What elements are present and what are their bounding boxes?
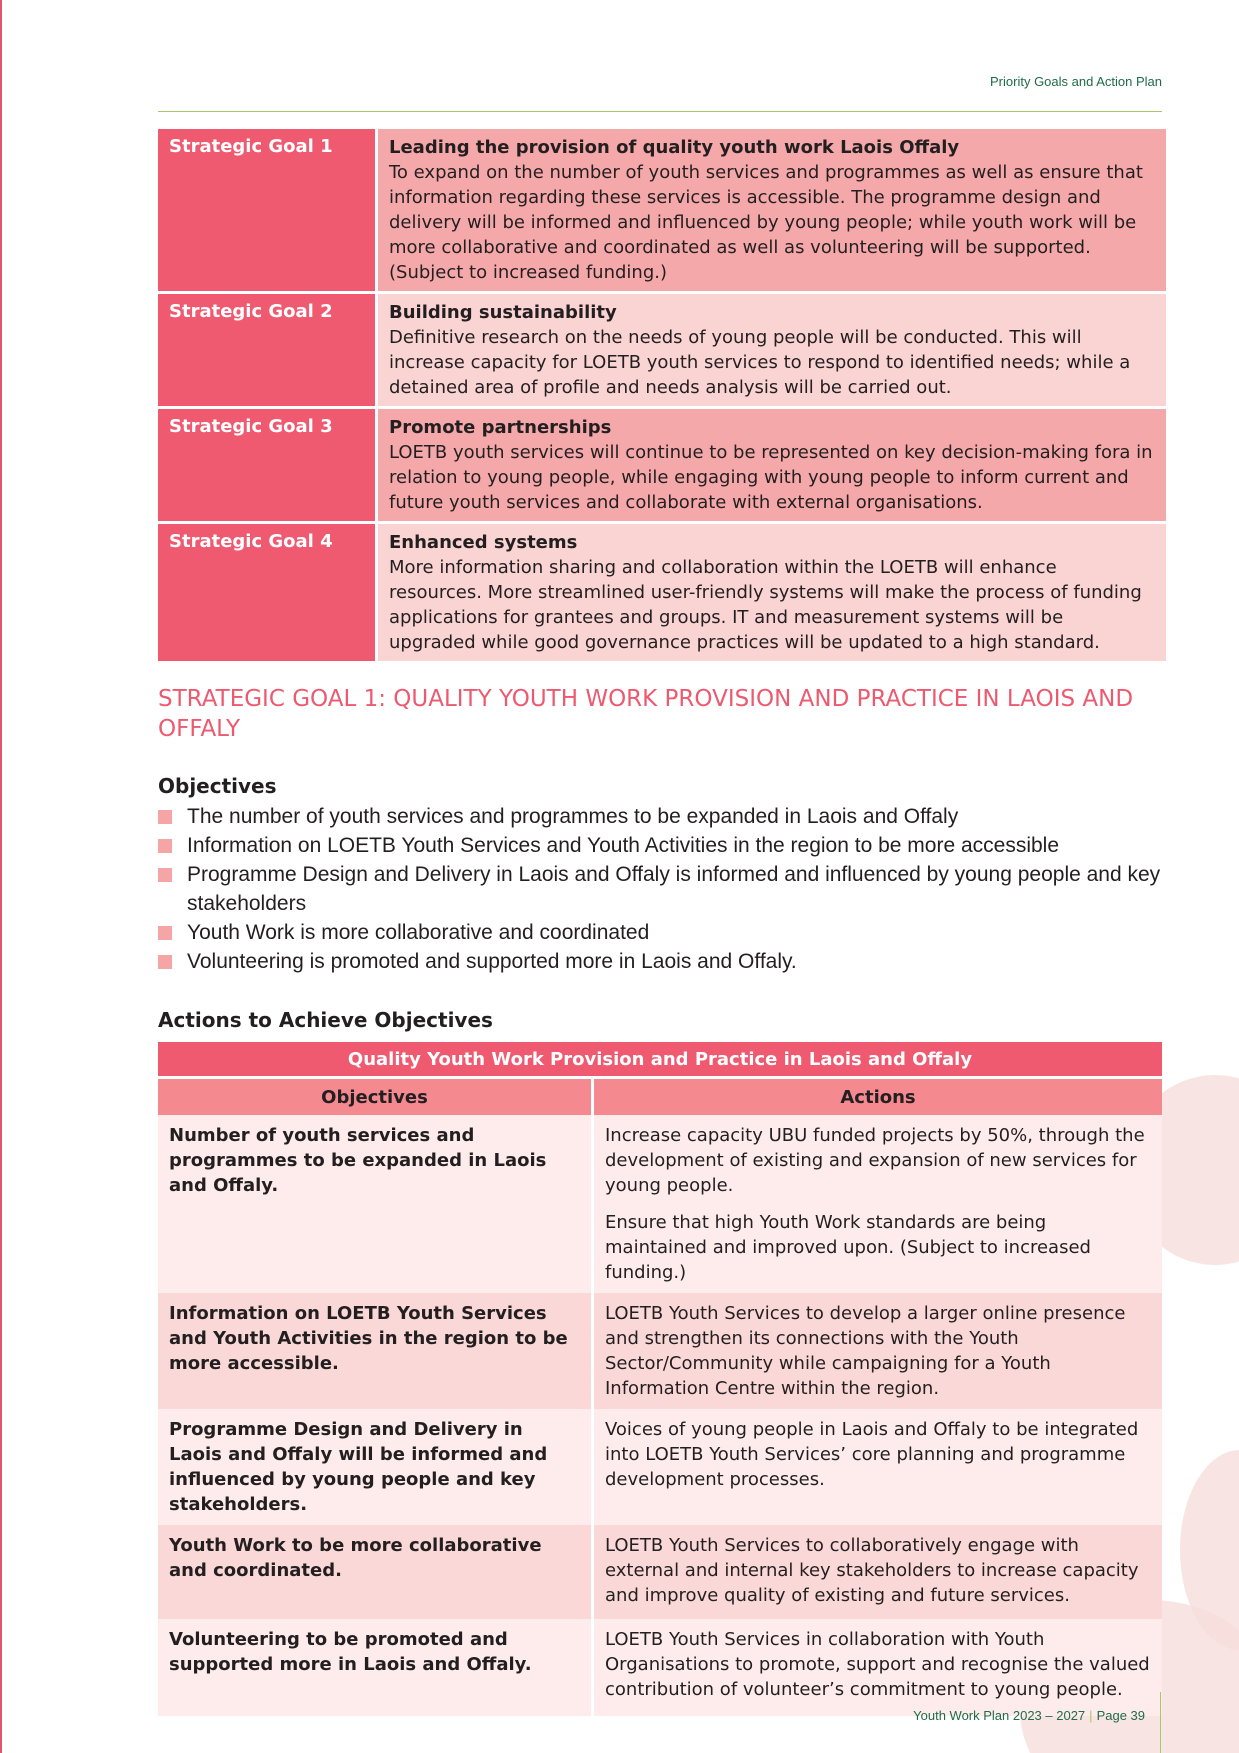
- square-bullet-icon: [158, 810, 172, 824]
- square-bullet-icon: [158, 868, 172, 882]
- goal-row: [158, 409, 1166, 524]
- goal-description: [378, 524, 1166, 664]
- objective-text: Programme Design and Delivery in Laois and Offaly is informed and influenced by young people and key stakeholders: [187, 863, 1161, 915]
- objective-cell: Volunteering to be promoted and supported more in Laois and Offaly.: [158, 1619, 594, 1716]
- actions-table: [158, 1042, 1162, 1716]
- header-rule: [158, 111, 1162, 112]
- action-text: LOETB Youth Services to develop a larger online presence and strengthen its connections with the Youth Sector/Community while campaigning for a Youth Information Centre within the region.: [605, 1303, 1126, 1399]
- actions-cell: [594, 1115, 1162, 1293]
- objective-item: [158, 918, 1168, 947]
- page-edge-rule: [0, 0, 2, 1753]
- actions-table-caption: Quality Youth Work Provision and Practice in Laois and Offaly: [158, 1042, 1162, 1079]
- objective-item: [158, 947, 1168, 976]
- action-text: LOETB Youth Services to collaboratively engage with external and internal key stakeholders to increase capacity and improve quality of existing and future services.: [605, 1535, 1139, 1606]
- goal-row: [158, 129, 1166, 294]
- objective-text: Information on LOETB Youth Services and Youth Activities in the region to be more accessible: [187, 834, 1060, 857]
- objective-text: The number of youth services and programmes to be expanded in Laois and Offaly: [187, 805, 959, 828]
- action-text: Increase capacity UBU funded projects by 50%, through the development of existing and expansion of new services for young people.: [605, 1125, 1145, 1196]
- goal-title: Leading the provision of quality youth work Laois Offaly: [389, 137, 960, 158]
- goal-title: Building sustainability: [389, 302, 617, 323]
- goal-text: Definitive research on the needs of young people will be conducted. This will increase capacity for LOETB youth services to respond to identified needs; while a detained area of profile and needs analysis will be carried out.: [389, 327, 1131, 398]
- footer-rule: [1160, 1692, 1161, 1753]
- action-text: Ensure that high Youth Work standards are being maintained and improved upon. (Subject to increased funding.): [605, 1212, 1091, 1283]
- table-row: [158, 1293, 1162, 1409]
- goal-text: To expand on the number of youth services and programmes as well as ensure that information regarding these services is accessible. The programme design and delivery will be informed and influenced by young people; while youth work will be more collaborative and coordinated as well as volunteering will be supported. (Subject to increased funding.): [389, 162, 1143, 283]
- goal-label: Strategic Goal 1: [158, 129, 378, 294]
- table-row: [158, 1115, 1162, 1293]
- page-number: Page 39: [1096, 1708, 1145, 1723]
- page-footer: [913, 1708, 1145, 1723]
- goal-row: [158, 294, 1166, 409]
- strategic-goals-table: [158, 129, 1166, 664]
- objectives-list: [158, 802, 1168, 976]
- square-bullet-icon: [158, 839, 172, 853]
- objective-text: Volunteering is promoted and supported more in Laois and Offaly.: [187, 950, 797, 973]
- column-header-objectives: Objectives: [158, 1079, 594, 1115]
- objective-cell: Youth Work to be more collaborative and coordinated.: [158, 1525, 594, 1619]
- objective-text: Youth Work is more collaborative and coordinated: [187, 921, 650, 944]
- footer-plan-title: Youth Work Plan 2023 – 2027: [913, 1708, 1086, 1723]
- actions-cell: [594, 1525, 1162, 1619]
- goal-label: Strategic Goal 2: [158, 294, 378, 409]
- goal-description: [378, 409, 1166, 524]
- table-row: [158, 1409, 1162, 1525]
- actions-cell: [594, 1293, 1162, 1409]
- objective-cell: Programme Design and Delivery in Laois and Offaly will be informed and influenced by young people and key stakeholders.: [158, 1409, 594, 1525]
- running-head: Priority Goals and Action Plan: [990, 74, 1162, 89]
- goal-description: [378, 129, 1166, 294]
- actions-cell: [594, 1409, 1162, 1525]
- goal-label: Strategic Goal 4: [158, 524, 378, 664]
- goal-text: LOETB youth services will continue to be represented on key decision-making fora in relation to young people, while engaging with young people to inform current and future youth services and collaborate with external organisations.: [389, 442, 1153, 513]
- table-row: [158, 1525, 1162, 1619]
- goal-title: Promote partnerships: [389, 417, 612, 438]
- objective-cell: Information on LOETB Youth Services and Youth Activities in the region to be more accessible.: [158, 1293, 594, 1409]
- objective-cell: Number of youth services and programmes to be expanded in Laois and Offaly.: [158, 1115, 594, 1293]
- goal-title: Enhanced systems: [389, 532, 578, 553]
- objective-item: [158, 802, 1168, 831]
- objective-item: [158, 831, 1168, 860]
- goal-description: [378, 294, 1166, 409]
- table-row: [158, 1619, 1162, 1716]
- square-bullet-icon: [158, 926, 172, 940]
- footer-separator: |: [1089, 1708, 1093, 1723]
- square-bullet-icon: [158, 955, 172, 969]
- objectives-heading: Objectives: [158, 774, 277, 798]
- column-header-actions: Actions: [594, 1079, 1162, 1115]
- goal-label: Strategic Goal 3: [158, 409, 378, 524]
- objective-item: [158, 860, 1168, 918]
- goal-text: More information sharing and collaboration within the LOETB will enhance resources. More streamlined user-friendly systems will make the process of funding applications for grantees and groups. IT and measurement systems will be upgraded while good governance practices will be updated to a high standard.: [389, 557, 1142, 653]
- section-heading: STRATEGIC GOAL 1: QUALITY YOUTH WORK PROVISION AND PRACTICE IN LAOIS AND OFFALY: [158, 686, 1134, 742]
- action-text: Voices of young people in Laois and Offaly to be integrated into LOETB Youth Services’ core planning and programme development processes.: [605, 1419, 1139, 1490]
- action-text: LOETB Youth Services in collaboration with Youth Organisations to promote, support and recognise the valued contribution of volunteer’s commitment to young people.: [605, 1629, 1150, 1700]
- actions-cell: [594, 1619, 1162, 1716]
- actions-heading: Actions to Achieve Objectives: [158, 1008, 493, 1032]
- goal-row: [158, 524, 1166, 664]
